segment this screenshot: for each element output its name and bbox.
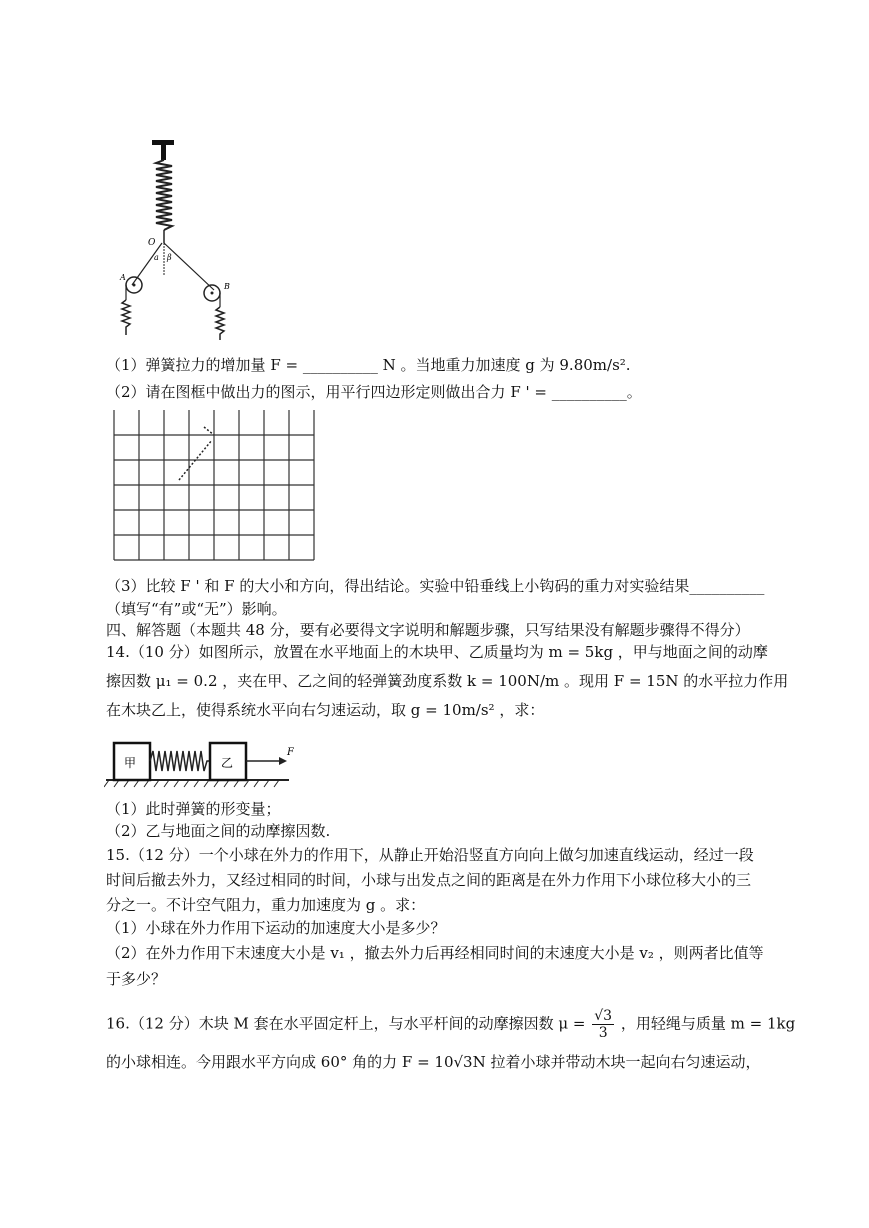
q14-line3: 在木块乙上，使得系统水平向右匀速运动，取 g = 10m/s² ，求： (106, 701, 545, 719)
q15-part1: （1）小球在外力作用下运动的加速度大小是多少？ (106, 919, 446, 937)
spring-apparatus-figure (104, 135, 254, 345)
q16-line2: 的小球相连。今用跟水平方向成 60° 角的力 F = 10√3N 拉着小球并带动木块一起向右匀速运动， (106, 1053, 761, 1071)
q15-line2: 时间后撤去外力，又经过相同的时间，小球与出发点之间的距离是在外力作用下小球位移大小的三 (106, 871, 752, 889)
q13-part3-line1: （3）比较 F ' 和 F 的大小和方向，得出结论。实验中铅垂线上小钩码的重力对实验结果__________ (106, 577, 765, 595)
q15-line3: 分之一。不计空气阻力，重力加速度为 g 。求： (106, 896, 426, 914)
mu-denominator: 3 (598, 1025, 608, 1041)
pulley-a-label: A (120, 273, 126, 282)
q15-part2-line2: 于多少？ (106, 970, 167, 988)
q13-part2: （2）请在图框中做出力的图示，用平行四边形定则做出合力 F ' = __________。 (106, 383, 642, 401)
mu-fraction (592, 1008, 614, 1041)
q14-line1: 14.（10 分）如图所示，放置在水平地面上的木块甲、乙质量均为 m = 5kg ，甲与地面之间的动摩 (106, 643, 768, 661)
q16-line1-end: ，用轻绳与质量 m = 1kg (620, 1014, 796, 1033)
angle-beta-label: β (167, 253, 172, 262)
q14-part2: （2）乙与地面之间的动摩擦因数. (106, 822, 331, 840)
blocks-spring-figure (104, 735, 294, 790)
q14-line2: 擦因数 μ₁ = 0.2 ，夹在甲、乙之间的轻弹簧劲度系数 k = 100N/m 。现用 F = 15N 的水平拉力作用 (106, 672, 789, 690)
section4-heading: 四、解答题（本题共 48 分，要有必要得文字说明和解题步骤，只写结果没有解题步骤得不得分） (106, 621, 750, 639)
mu-numerator: √3 (594, 1008, 613, 1024)
block-yi-label: 乙 (221, 756, 234, 770)
q15-line1: 15.（12 分）一个小球在外力的作用下，从静止开始沿竖直方向向上做匀加速直线运动，经过一段 (106, 846, 754, 864)
q16-line1-start: 16.（12 分）木块 M 套在水平固定杆上，与水平杆间的动摩擦因数 μ = (106, 1014, 586, 1033)
force-f-label: F (287, 747, 294, 758)
point-o-label: O (148, 238, 156, 248)
q13-part1: （1）弹簧拉力的增加量 F = __________ N 。当地重力加速度 g 为 9.80m/s². (106, 356, 631, 374)
q15-part2-line1: （2）在外力作用下末速度大小是 v₁ ，撤去外力后再经相同时间的末速度大小是 v₂ ，则两者比值等 (106, 944, 764, 962)
q13-part3-line2: （填写“有”或“无”）影响。 (106, 600, 287, 618)
q14-part1: （1）此时弹簧的形变量； (106, 800, 281, 818)
q16-line1 (106, 1008, 795, 1041)
pulley-b-label: B (224, 282, 230, 291)
force-grid-figure (104, 405, 324, 565)
angle-alpha-label: a (154, 253, 159, 262)
block-jia-label: 甲 (124, 756, 137, 770)
